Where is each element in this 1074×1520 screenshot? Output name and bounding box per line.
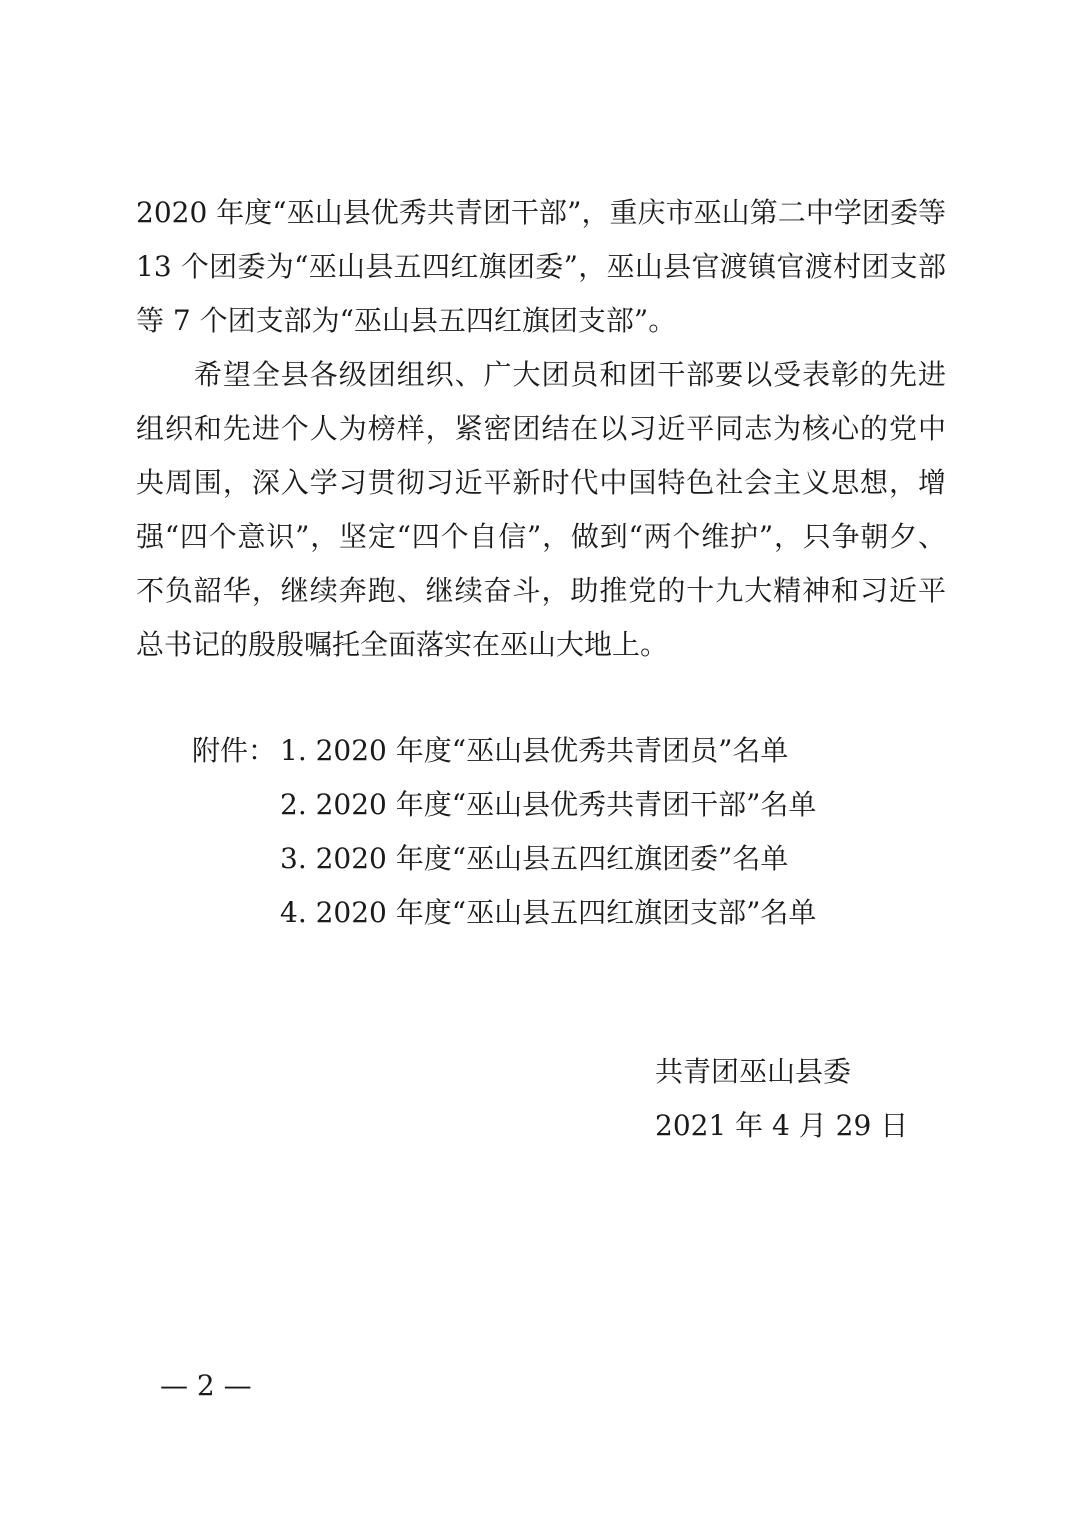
page-number: — 2 — [160,1369,252,1402]
paragraph-2-line-3: 央周围，深入学习贯彻习近平新时代中国特色社会主义思想，增 [136,466,946,499]
paragraph-1-line-1: 2020 年度“巫山县优秀共青团干部”，重庆市巫山第二中学团委等 [136,196,946,229]
attachments-label: 附件： [192,734,277,767]
attachment-item-2: 2. 2020 年度“巫山县优秀共青团干部”名单 [280,788,817,821]
paragraph-2-line-2: 组织和先进个人为榜样，紧密团结在以习近平同志为核心的党中 [136,412,946,445]
attachment-item-3: 3. 2020 年度“巫山县五四红旗团委”名单 [280,842,789,875]
signature-date: 2021 年 4 月 29 日 [655,1109,909,1142]
attachment-item-1: 1. 2020 年度“巫山县优秀共青团员”名单 [280,734,789,767]
paragraph-2-line-4: 强“四个意识”，坚定“四个自信”，做到“两个维护”，只争朝夕、 [136,520,946,553]
signature-organization: 共青团巫山县委 [655,1055,852,1088]
paragraph-2-line-6: 总书记的殷殷嘱托全面落实在巫山大地上。 [136,628,669,661]
paragraph-2-line-5: 不负韶华，继续奔跑、继续奋斗，助推党的十九大精神和习近平 [136,574,946,607]
paragraph-2-line-1: 希望全县各级团组织、广大团员和团干部要以受表彰的先进 [136,358,946,391]
paragraph-1-line-2: 13 个团委为“巫山县五四红旗团委”，巫山县官渡镇官渡村团支部 [136,250,946,283]
attachment-item-4: 4. 2020 年度“巫山县五四红旗团支部”名单 [280,896,817,929]
paragraph-1-line-3: 等 7 个团支部为“巫山县五四红旗团支部”。 [136,304,677,337]
